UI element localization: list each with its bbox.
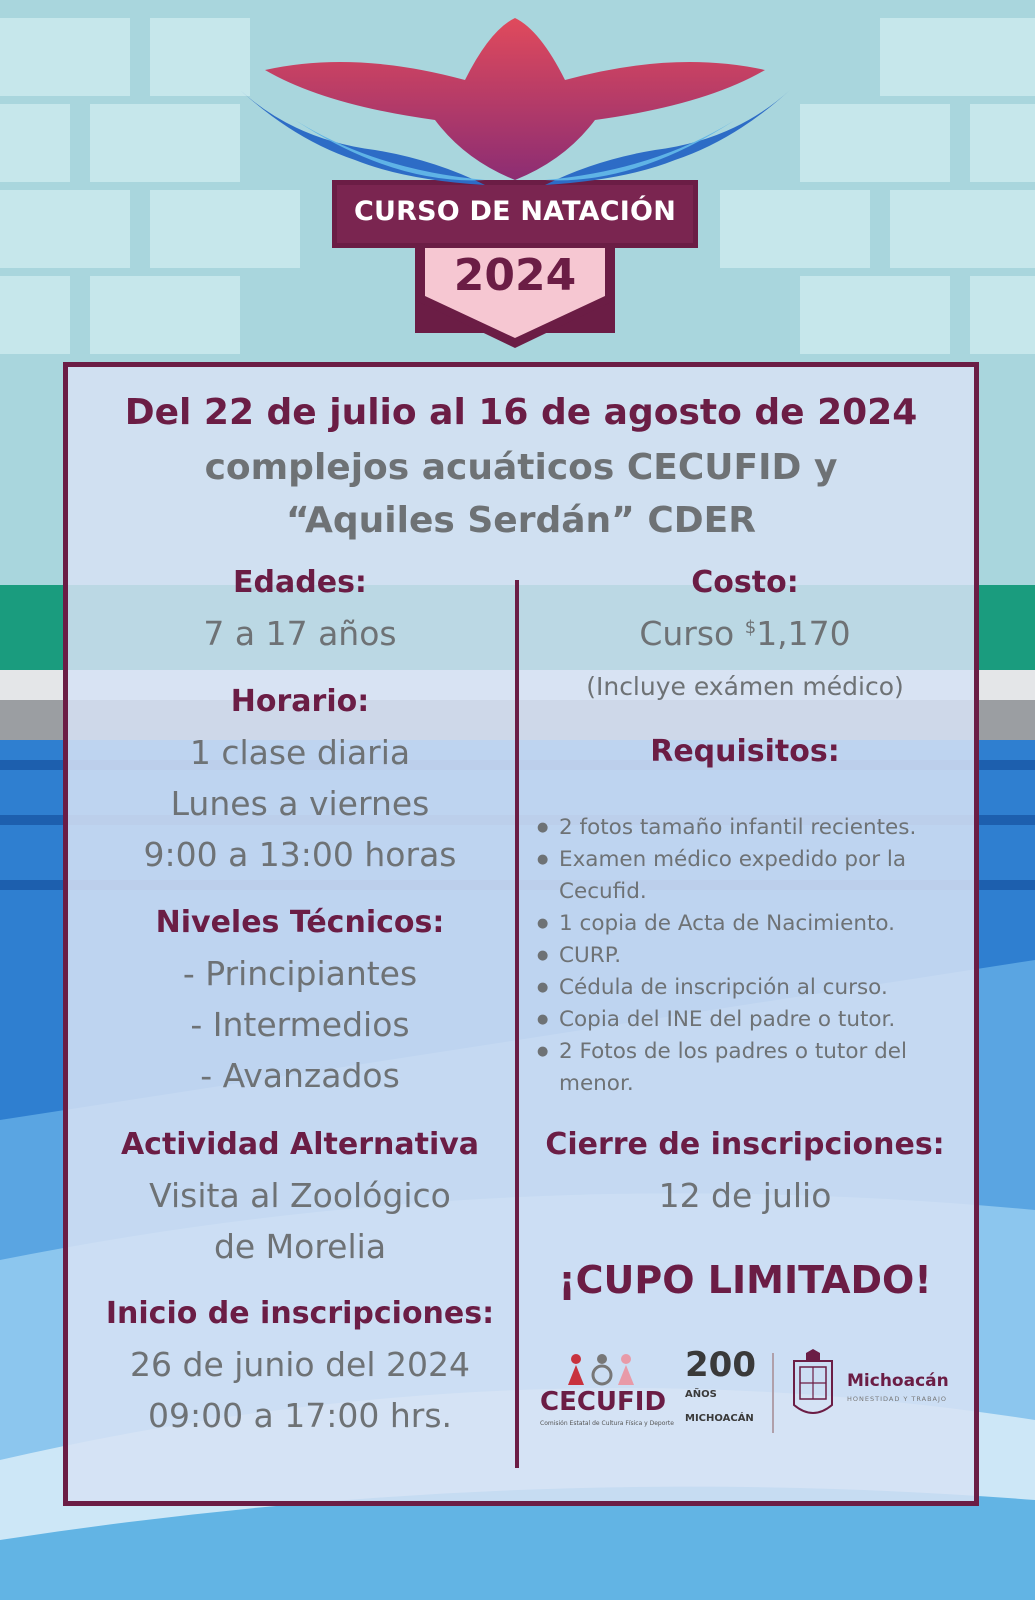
emblem-year: 2024 <box>453 250 577 301</box>
nivel-item: - Avanzados <box>200 1056 400 1095</box>
nivel-item: - Principiantes <box>182 954 418 993</box>
cupo-limitado: ¡CUPO LIMITADO! <box>558 1258 932 1302</box>
michoacan-shield-icon <box>790 1349 836 1421</box>
bicentenario-anos: AÑOS <box>685 1389 717 1400</box>
requisito-item: ● Cédula de inscripción al curso. <box>535 972 965 1004</box>
horario-title: Horario: <box>230 684 370 719</box>
column-divider <box>515 580 519 1468</box>
michoacan-slogan: HONESTIDAD Y TRABAJO <box>847 1395 948 1403</box>
edades-title: Edades: <box>233 565 367 600</box>
actividad-line: Visita al Zoológico <box>149 1176 451 1215</box>
sponsor-logos <box>540 1345 960 1445</box>
swimmer-emblem <box>235 10 795 355</box>
actividad-line: de Morelia <box>213 1227 387 1266</box>
requisito-item: ● Copia del INE del padre o tutor. <box>535 1004 965 1036</box>
inicio-title: Inicio de inscripciones: <box>105 1296 495 1331</box>
horario-line: 1 clase diaria <box>189 733 411 772</box>
requisitos-title: Requisitos: <box>650 734 840 769</box>
bicentenario-state: MICHOACÁN <box>685 1413 754 1424</box>
logo-separator <box>772 1353 774 1433</box>
horario-line: Lunes a viernes <box>170 784 430 823</box>
inicio-line: 26 de junio del 2024 <box>130 1345 470 1384</box>
costo-prefix: Curso <box>639 614 745 653</box>
requisito-item: ● Examen médico expedido por la Cecufid. <box>535 844 965 908</box>
requisito-item: ● 2 Fotos de los padres o tutor del menor. <box>535 1036 965 1100</box>
inicio-line: 09:00 a 17:00 hrs. <box>147 1396 453 1435</box>
costo-note: (Incluye exámen médico) <box>586 672 904 701</box>
michoacan-logo: Michoacán <box>847 1371 949 1391</box>
bicentenario-logo <box>685 1345 765 1435</box>
venue-line-2: “Aquiles Serdán” CDER <box>286 500 756 541</box>
horario-line: 9:00 a 13:00 horas <box>143 835 457 874</box>
requisitos-list <box>535 812 965 1100</box>
date-range-heading: Del 22 de julio al 16 de agosto de 2024 <box>124 392 918 433</box>
costo-value <box>525 614 965 653</box>
currency-symbol: $ <box>744 617 757 638</box>
nivel-item: - Intermedios <box>190 1005 410 1044</box>
venue-line-1: complejos acuáticos CECUFID y <box>204 447 838 488</box>
cecufid-subtitle: Comisión Estatal de Cultura Física y Deporte <box>540 1420 674 1427</box>
cecufid-figures-icon <box>562 1351 642 1387</box>
cierre-value: 12 de julio <box>658 1176 832 1215</box>
requisito-item: ● CURP. <box>535 940 965 972</box>
costo-amount: 1,170 <box>756 614 851 653</box>
niveles-title: Niveles Técnicos: <box>155 905 445 940</box>
actividad-title: Actividad Alternativa <box>120 1127 480 1162</box>
cierre-title: Cierre de inscripciones: <box>545 1127 945 1162</box>
requisito-item: ● 2 fotos tamaño infantil recientes. <box>535 812 965 844</box>
cecufid-logo: CECUFID <box>540 1387 667 1417</box>
edades-value: 7 a 17 años <box>203 614 397 653</box>
emblem-title: CURSO DE NATACIÓN <box>353 196 676 227</box>
costo-title: Costo: <box>691 565 799 600</box>
requisito-item: ● 1 copia de Acta de Nacimiento. <box>535 908 965 940</box>
bicentenario-number: 200 <box>685 1345 756 1385</box>
